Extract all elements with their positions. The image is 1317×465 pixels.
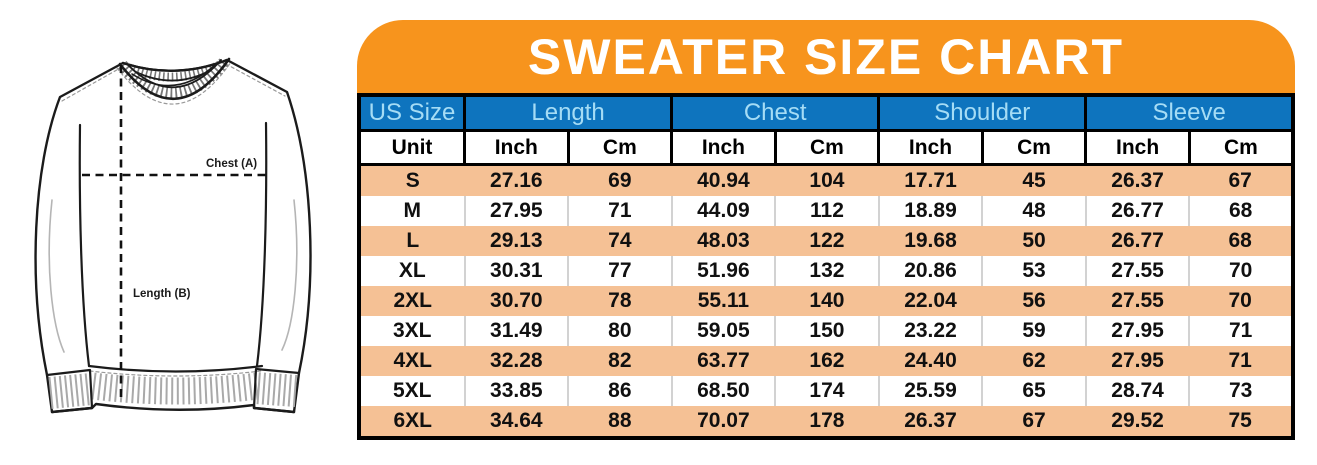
value-cell: 45: [982, 165, 1086, 197]
value-cell: 80: [568, 316, 672, 346]
value-cell: 28.74: [1086, 376, 1190, 406]
value-cell: 67: [982, 406, 1086, 438]
size-chart-panel: [357, 20, 1295, 440]
size-cell: 4XL: [359, 346, 465, 376]
value-cell: 34.64: [465, 406, 569, 438]
value-cell: 65: [982, 376, 1086, 406]
chest-label: Chest (A): [206, 158, 258, 170]
value-cell: 27.95: [1086, 316, 1190, 346]
unit-header-cell: Inch: [1086, 131, 1190, 165]
value-cell: 27.55: [1086, 256, 1190, 286]
value-cell: 44.09: [672, 196, 776, 226]
value-cell: 68.50: [672, 376, 776, 406]
value-cell: 73: [1189, 376, 1293, 406]
unit-header-cell: Unit: [359, 131, 465, 165]
value-cell: 70: [1189, 256, 1293, 286]
value-cell: 71: [1189, 316, 1293, 346]
value-cell: 62: [982, 346, 1086, 376]
value-cell: 162: [775, 346, 879, 376]
size-cell: M: [359, 196, 465, 226]
value-cell: 104: [775, 165, 879, 197]
value-cell: 68: [1189, 196, 1293, 226]
value-cell: 150: [775, 316, 879, 346]
value-cell: 27.55: [1086, 286, 1190, 316]
value-cell: 122: [775, 226, 879, 256]
value-cell: 22.04: [879, 286, 983, 316]
value-cell: 33.85: [465, 376, 569, 406]
value-cell: 24.40: [879, 346, 983, 376]
value-cell: 31.49: [465, 316, 569, 346]
unit-header-cell: Cm: [982, 131, 1086, 165]
value-cell: 82: [568, 346, 672, 376]
chart-title-banner: [357, 20, 1295, 93]
unit-header-cell: Inch: [879, 131, 983, 165]
col-group-shoulder: Shoulder: [879, 95, 1086, 131]
size-cell: S: [359, 165, 465, 197]
value-cell: 30.31: [465, 256, 569, 286]
value-cell: 74: [568, 226, 672, 256]
size-cell: 5XL: [359, 376, 465, 406]
value-cell: 27.16: [465, 165, 569, 197]
col-group-us-size: US Size: [359, 95, 465, 131]
table-row: [359, 286, 1293, 316]
value-cell: 51.96: [672, 256, 776, 286]
value-cell: 112: [775, 196, 879, 226]
value-cell: 53: [982, 256, 1086, 286]
value-cell: 48.03: [672, 226, 776, 256]
size-cell: 3XL: [359, 316, 465, 346]
value-cell: 20.86: [879, 256, 983, 286]
value-cell: 18.89: [879, 196, 983, 226]
value-cell: 55.11: [672, 286, 776, 316]
value-cell: 132: [775, 256, 879, 286]
value-cell: 67: [1189, 165, 1293, 197]
value-cell: 78: [568, 286, 672, 316]
value-cell: 86: [568, 376, 672, 406]
value-cell: 29.52: [1086, 406, 1190, 438]
col-group-sleeve: Sleeve: [1086, 95, 1293, 131]
size-cell: 6XL: [359, 406, 465, 438]
value-cell: 71: [568, 196, 672, 226]
value-cell: 71: [1189, 346, 1293, 376]
value-cell: 32.28: [465, 346, 569, 376]
unit-header-cell: Cm: [568, 131, 672, 165]
value-cell: 56: [982, 286, 1086, 316]
table-row: [359, 226, 1293, 256]
value-cell: 29.13: [465, 226, 569, 256]
column-group-row: [359, 95, 1293, 131]
value-cell: 48: [982, 196, 1086, 226]
table-row: [359, 316, 1293, 346]
value-cell: 69: [568, 165, 672, 197]
value-cell: 59.05: [672, 316, 776, 346]
size-cell: XL: [359, 256, 465, 286]
unit-header-row: [359, 131, 1293, 165]
value-cell: 70: [1189, 286, 1293, 316]
value-cell: 40.94: [672, 165, 776, 197]
table-row: [359, 196, 1293, 226]
sweater-diagram: [0, 0, 356, 465]
value-cell: 140: [775, 286, 879, 316]
value-cell: 30.70: [465, 286, 569, 316]
value-cell: 63.77: [672, 346, 776, 376]
value-cell: 26.77: [1086, 226, 1190, 256]
value-cell: 50: [982, 226, 1086, 256]
table-row: [359, 376, 1293, 406]
value-cell: 59: [982, 316, 1086, 346]
value-cell: 27.95: [465, 196, 569, 226]
value-cell: 25.59: [879, 376, 983, 406]
unit-header-cell: Inch: [465, 131, 569, 165]
value-cell: 178: [775, 406, 879, 438]
size-cell: L: [359, 226, 465, 256]
unit-header-cell: Cm: [775, 131, 879, 165]
value-cell: 26.77: [1086, 196, 1190, 226]
col-group-chest: Chest: [672, 95, 879, 131]
page-title: SWEATER SIZE CHART: [527, 28, 1125, 85]
value-cell: 26.37: [1086, 165, 1190, 197]
unit-header-cell: Cm: [1189, 131, 1293, 165]
table-row: [359, 165, 1293, 197]
size-table: [357, 93, 1295, 440]
length-label: Length (B): [133, 288, 191, 300]
sweater-body-outline: [36, 60, 311, 412]
table-row: [359, 346, 1293, 376]
value-cell: 19.68: [879, 226, 983, 256]
value-cell: 70.07: [672, 406, 776, 438]
value-cell: 26.37: [879, 406, 983, 438]
value-cell: 88: [568, 406, 672, 438]
table-row: [359, 256, 1293, 286]
value-cell: 68: [1189, 226, 1293, 256]
table-row: [359, 406, 1293, 438]
value-cell: 27.95: [1086, 346, 1190, 376]
unit-header-cell: Inch: [672, 131, 776, 165]
value-cell: 77: [568, 256, 672, 286]
value-cell: 23.22: [879, 316, 983, 346]
value-cell: 75: [1189, 406, 1293, 438]
size-cell: 2XL: [359, 286, 465, 316]
value-cell: 174: [775, 376, 879, 406]
value-cell: 17.71: [879, 165, 983, 197]
col-group-length: Length: [465, 95, 672, 131]
